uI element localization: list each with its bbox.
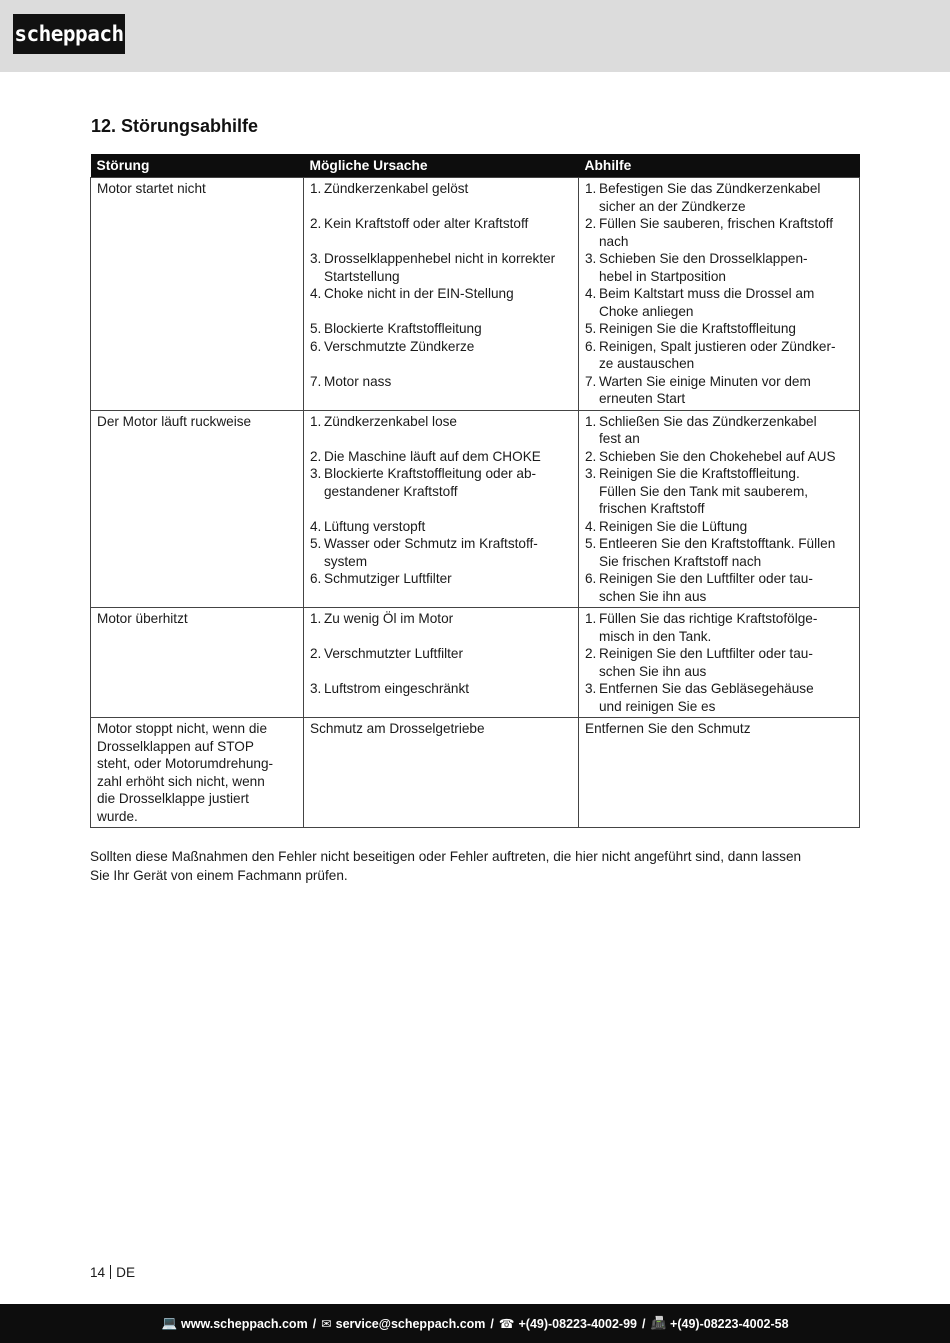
text-line: Motor nass	[324, 373, 392, 389]
list-item	[585, 215, 853, 250]
list-item	[310, 535, 572, 570]
text-line: Füllen Sie den Tank mit sauberem,	[599, 483, 809, 499]
text-line: Reinigen Sie die Lüftung	[599, 518, 748, 534]
text-line: Füllen Sie das richtige Kraftstofölge-	[599, 611, 818, 626]
list-item-text	[599, 448, 853, 466]
text-line: Luftstrom eingeschränkt	[324, 681, 470, 696]
cell-remedies	[579, 410, 860, 608]
list-item-text	[599, 645, 853, 680]
list-item-text	[599, 465, 853, 518]
footer-separator: /	[490, 1316, 494, 1331]
list-item	[585, 250, 853, 285]
page-separator	[110, 1265, 111, 1279]
list-item	[585, 720, 853, 738]
list-item-number: 4.	[585, 518, 597, 534]
list-item-text	[599, 180, 853, 215]
list-item	[585, 285, 853, 320]
text-line: Zündkerzenkabel gelöst	[324, 181, 469, 196]
text-line: fest an	[599, 431, 640, 446]
table-row	[91, 608, 860, 718]
text-line: Motor überhitzt	[97, 611, 188, 626]
text-line: frischen Kraftstoff	[599, 501, 705, 516]
list-item-text	[324, 610, 572, 628]
table-body	[91, 178, 860, 828]
list-item-number: 5.	[585, 321, 597, 336]
scheppach-logo: scheppach	[13, 14, 125, 54]
cell-problem	[91, 608, 304, 718]
list-item	[585, 413, 853, 448]
list-item-number: 4.	[310, 518, 322, 534]
cell-remedies	[579, 178, 860, 411]
list-spacer	[310, 663, 572, 681]
list-item	[585, 373, 853, 408]
text-line: Lüftung verstopft	[324, 518, 426, 534]
column-header-remedy: Abhilfe	[579, 154, 860, 178]
list-item	[310, 465, 572, 500]
text-line: Beim Kaltstart muss die Drossel am	[599, 286, 815, 301]
text-line: schen Sie ihn aus	[599, 663, 707, 679]
list-item-number: 6.	[310, 571, 322, 586]
list-item	[585, 570, 853, 605]
list-item-text	[599, 413, 853, 448]
column-header-problem: Störung	[91, 154, 304, 178]
text-line: nach	[599, 233, 629, 249]
list-item	[585, 465, 853, 518]
list-item-text	[324, 250, 572, 285]
text-line: Reinigen Sie die Kraftstoffleitung	[599, 321, 796, 336]
footer-email[interactable]: service@scheppach.com	[335, 1316, 486, 1331]
text-line: Zündkerzenkabel lose	[324, 413, 457, 429]
cell-causes	[304, 608, 579, 718]
list-item-number: 7.	[310, 373, 322, 389]
text-line: und reinigen Sie es	[599, 698, 716, 714]
list-item	[310, 570, 572, 588]
list-item-text	[599, 338, 853, 373]
list-item-number: 4.	[585, 286, 597, 301]
list-item-number: 3.	[585, 466, 597, 481]
text-line: Drosselklappenhebel nicht in korrekter	[324, 251, 556, 266]
list-item	[310, 338, 572, 356]
cell-remedies	[579, 608, 860, 718]
text-line: hebel in Startposition	[599, 268, 726, 284]
list-item	[585, 448, 853, 466]
list-item-text	[324, 320, 572, 338]
cell-problem	[91, 410, 304, 608]
text-line: Entfernen Sie den Schmutz	[585, 721, 751, 736]
note-line: Sollten diese Maßnahmen den Fehler nicht beseitigen oder Fehler auftreten, die hier nicht angeführt sind, dann lassen	[90, 849, 802, 864]
text-line: wurde.	[97, 808, 138, 824]
list-item-number: 2.	[585, 646, 597, 661]
list-item-number: 6.	[585, 571, 597, 586]
list-item	[585, 180, 853, 215]
list-item	[585, 610, 853, 645]
list-item-number: 3.	[310, 251, 322, 266]
numbered-list	[310, 610, 572, 698]
list-spacer	[310, 430, 572, 448]
numbered-list	[585, 720, 853, 738]
list-item-number: 1.	[585, 611, 597, 626]
section-number: 12.	[91, 116, 117, 136]
list-item-number: 3.	[585, 681, 597, 696]
list-item-text	[585, 720, 853, 738]
text-line: Zu wenig Öl im Motor	[324, 611, 454, 626]
list-item-text	[324, 215, 572, 233]
cell-causes	[304, 718, 579, 828]
list-item-number: 2.	[310, 448, 322, 464]
list-item-text	[324, 180, 572, 198]
text-line: schen Sie ihn aus	[599, 588, 707, 604]
text-line: Reinigen, Spalt justieren oder Zündker-	[599, 338, 836, 354]
list-item-text	[599, 250, 853, 285]
list-item	[585, 320, 853, 338]
list-spacer	[310, 233, 572, 251]
table-header-row	[91, 154, 860, 178]
note-line: Sie Ihr Gerät von einem Fachmann prüfen.	[90, 868, 348, 883]
numbered-list	[310, 413, 572, 588]
text-line: Verschmutzter Luftfilter	[324, 646, 464, 661]
list-item-text	[310, 720, 572, 738]
list-item-number: 3.	[585, 251, 597, 266]
list-item	[585, 645, 853, 680]
list-item-number: 3.	[310, 681, 322, 696]
footer-website[interactable]: www.scheppach.com	[181, 1316, 308, 1331]
list-item	[310, 720, 572, 738]
text-line: Füllen Sie sauberen, frischen Kraftstoff	[599, 216, 833, 231]
list-spacer	[310, 198, 572, 216]
list-item-text	[599, 570, 853, 605]
text-line: Wasser oder Schmutz im Kraftstoff-	[324, 536, 538, 551]
text-line: Sie frischen Kraftstoff nach	[599, 553, 762, 569]
text-line: Blockierte Kraftstoffleitung	[324, 321, 482, 336]
list-item-text	[324, 518, 572, 536]
text-line: sicher an der Zündkerze	[599, 198, 746, 214]
list-spacer	[310, 303, 572, 321]
list-item	[310, 215, 572, 233]
text-line: Motor stoppt nicht, wenn die	[97, 721, 268, 736]
text-line: Warten Sie einige Minuten vor dem	[599, 373, 811, 389]
list-item	[310, 413, 572, 431]
fax-icon: 📠	[650, 1316, 667, 1330]
cell-problem	[91, 718, 304, 828]
computer-icon: 💻	[161, 1316, 178, 1330]
list-item-text	[599, 535, 853, 570]
table-row	[91, 410, 860, 608]
table-row	[91, 718, 860, 828]
list-item-number: 1.	[585, 181, 597, 196]
list-item-text	[599, 320, 853, 338]
text-line: Schmutziger Luftfilter	[324, 571, 452, 586]
text-line: Blockierte Kraftstoffleitung oder ab-	[324, 466, 537, 481]
list-item-text	[599, 518, 853, 536]
numbered-list	[585, 610, 853, 715]
list-item	[310, 645, 572, 663]
text-line: Der Motor läuft ruckweise	[97, 413, 252, 429]
text-line: Schließen Sie das Zündkerzenkabel	[599, 413, 817, 429]
list-spacer	[310, 500, 572, 518]
cell-causes	[304, 410, 579, 608]
text-line: Schieben Sie den Drosselklappen-	[599, 251, 808, 266]
numbered-list	[310, 180, 572, 390]
text-line: zahl erhöht sich nicht, wenn	[97, 773, 265, 789]
table-row	[91, 178, 860, 411]
list-item	[310, 610, 572, 628]
text-line: Startstellung	[324, 268, 400, 284]
text-line: Schmutz am Drosselgetriebe	[310, 721, 485, 736]
text-line: Reinigen Sie den Luftfilter oder tau-	[599, 646, 813, 661]
list-item-number: 6.	[310, 338, 322, 354]
list-item-number: 7.	[585, 373, 597, 389]
text-line: Die Maschine läuft auf dem CHOKE	[324, 448, 541, 464]
text-line: misch in den Tank.	[599, 628, 712, 644]
text-line: Befestigen Sie das Zündkerzenkabel	[599, 181, 821, 196]
list-item-number: 3.	[310, 466, 322, 481]
list-item-text	[599, 215, 853, 250]
page-number	[90, 1265, 135, 1280]
list-item	[310, 320, 572, 338]
text-line: Entfernen Sie das Gebläsegehäuse	[599, 681, 814, 696]
text-line: gestandener Kraftstoff	[324, 483, 458, 499]
text-line: ze austauschen	[599, 356, 695, 371]
column-header-cause: Mögliche Ursache	[304, 154, 579, 178]
text-line: Reinigen Sie die Kraftstoffleitung.	[599, 466, 800, 481]
list-item-text	[324, 285, 572, 303]
list-item	[310, 180, 572, 198]
list-item	[310, 285, 572, 303]
footer-phone: +(49)-08223-4002-99	[518, 1316, 637, 1331]
closing-note	[90, 847, 862, 885]
page-header	[0, 0, 950, 72]
list-item	[310, 448, 572, 466]
text-line: Reinigen Sie den Luftfilter oder tau-	[599, 571, 813, 586]
text-line: Schieben Sie den Chokehebel auf AUS	[599, 448, 836, 464]
list-item	[585, 518, 853, 536]
list-item	[585, 338, 853, 373]
footer-fax: +(49)-08223-4002-58	[670, 1316, 789, 1331]
list-item-number: 2.	[585, 448, 597, 464]
list-item-number: 4.	[310, 286, 322, 301]
list-item-number: 1.	[310, 181, 322, 196]
list-item-number: 1.	[310, 611, 322, 626]
text-line: Motor startet nicht	[97, 181, 206, 196]
text-line: Kein Kraftstoff oder alter Kraftstoff	[324, 216, 529, 231]
list-item-text	[324, 645, 572, 663]
list-item-text	[599, 285, 853, 320]
list-item-text	[324, 413, 572, 431]
list-item-text	[599, 610, 853, 645]
text-line: system	[324, 553, 368, 569]
text-line: steht, oder Motorumdrehung-	[97, 756, 274, 771]
list-item-text	[599, 680, 853, 715]
text-line: Drosselklappen auf STOP	[97, 738, 254, 754]
list-item	[585, 680, 853, 715]
text-line: Choke anliegen	[599, 303, 694, 319]
list-item-number: 1.	[585, 413, 597, 429]
phone-icon: ☎	[498, 1317, 515, 1331]
list-item-text	[324, 338, 572, 356]
text-line: Choke nicht in der EIN-Stellung	[324, 286, 514, 301]
footer-separator: /	[641, 1316, 646, 1331]
page-footer	[0, 1304, 950, 1343]
numbered-list	[585, 180, 853, 408]
cell-causes	[304, 178, 579, 411]
list-item-number: 1.	[310, 413, 322, 429]
list-item-number: 5.	[310, 536, 322, 551]
list-item-number: 2.	[310, 646, 322, 661]
list-item-text	[324, 680, 572, 698]
list-spacer	[310, 355, 572, 373]
list-item-text	[324, 373, 572, 391]
list-item-text	[324, 465, 572, 500]
text-line: erneuten Start	[599, 391, 686, 406]
list-item-number: 2.	[310, 216, 322, 231]
list-item-text	[599, 373, 853, 408]
list-item-text	[324, 448, 572, 466]
list-item	[585, 535, 853, 570]
page-language: DE	[116, 1265, 136, 1280]
section-title	[91, 116, 258, 137]
section-title-text: Störungsabhilfe	[121, 116, 259, 136]
list-item-number: 5.	[585, 536, 597, 551]
list-item-number: 5.	[310, 321, 322, 336]
text-line: Verschmutzte Zündkerze	[324, 338, 475, 354]
cell-problem	[91, 178, 304, 411]
troubleshooting-table	[90, 154, 860, 828]
list-item	[310, 518, 572, 536]
list-item	[310, 680, 572, 698]
list-item-number: 6.	[585, 338, 597, 354]
list-item	[310, 373, 572, 391]
text-line: Entleeren Sie den Kraftstofftank. Füllen	[599, 536, 836, 551]
footer-separator: /	[312, 1316, 317, 1331]
list-item	[310, 250, 572, 285]
mail-icon: ✉	[321, 1317, 332, 1331]
numbered-list	[585, 413, 853, 606]
cell-remedies	[579, 718, 860, 828]
page-number-value: 14	[90, 1265, 106, 1280]
numbered-list	[310, 720, 572, 738]
list-item-number: 2.	[585, 216, 597, 231]
list-spacer	[310, 628, 572, 646]
text-line: die Drosselklappe justiert	[97, 791, 249, 806]
list-item-text	[324, 535, 572, 570]
list-item-text	[324, 570, 572, 588]
